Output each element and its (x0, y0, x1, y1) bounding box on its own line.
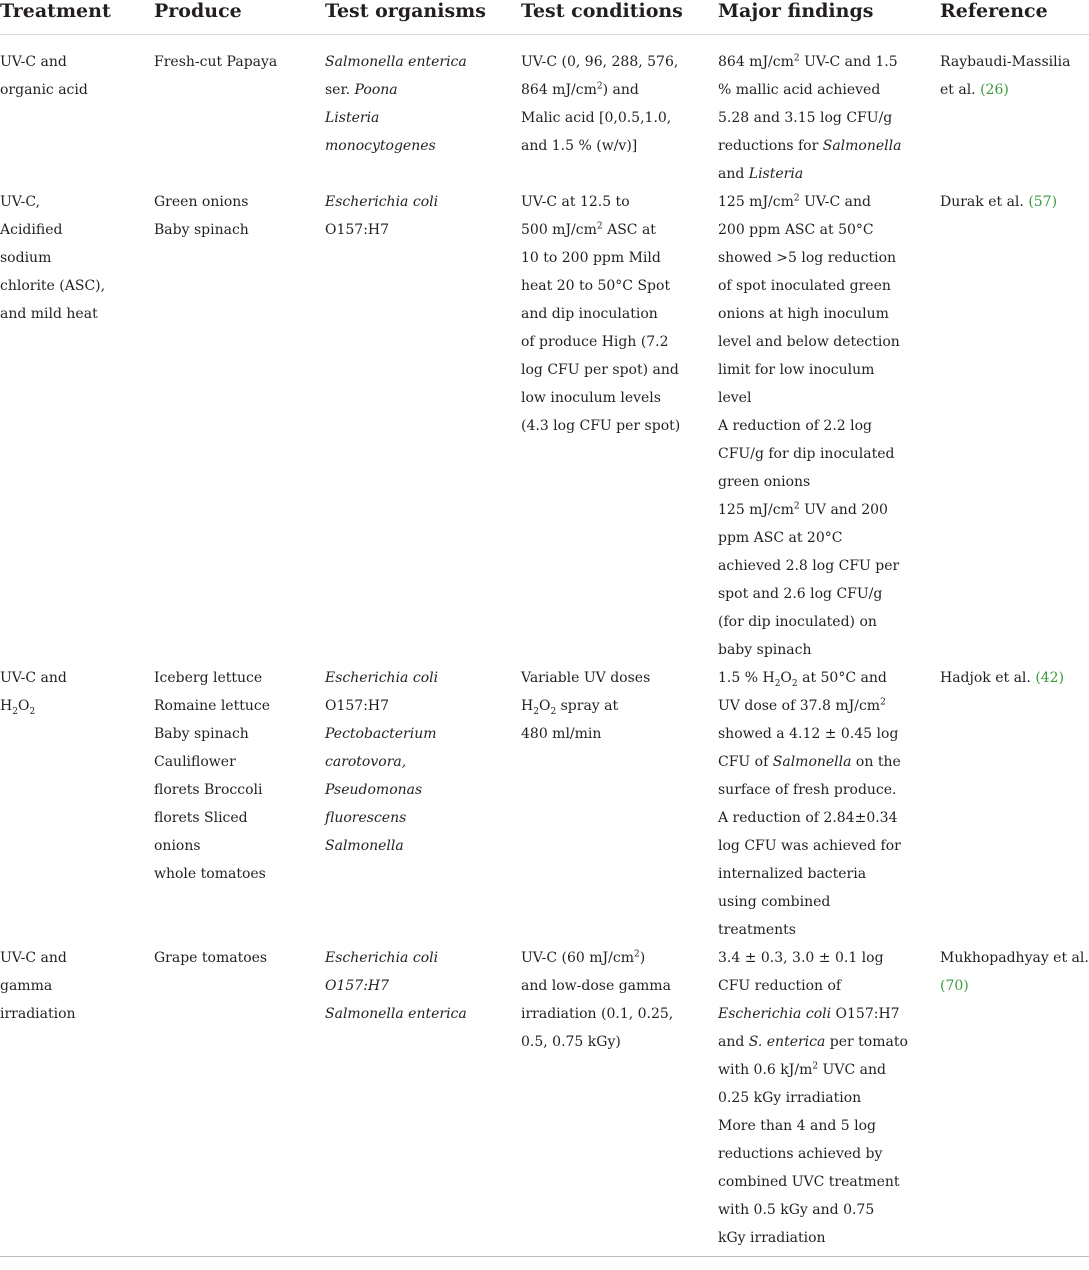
cell-produce: Grape tomatoes (154, 950, 268, 966)
cell-organisms: Escherichia coli O157:H7 Salmonella enterica (325, 950, 467, 1022)
cell-treatment: UV-C and gamma irradiation (0, 950, 76, 1022)
cell-conditions: Variable UV doses $H_2O_2$ spray at 480 ml/min (521, 670, 651, 742)
table-row (0, 944, 1089, 1257)
cell-treatment: UV-C, Acidified sodium chlorite (ASC), and mild heat (0, 194, 106, 322)
header-treatment: Treatment (0, 0, 111, 22)
cell-treatment: UV-C and organic acid (0, 54, 88, 98)
header-produce: Produce (154, 0, 242, 22)
header-major-findings: Major findings (718, 0, 874, 22)
reference-link[interactable]: (57) (1028, 194, 1058, 210)
table-row (0, 35, 1089, 189)
cell-reference: Durak et al. (57) (940, 194, 1058, 210)
reference-link[interactable]: (70) (940, 978, 969, 994)
reference-link[interactable]: (42) (1035, 670, 1065, 686)
cell-produce: Green onions Baby spinach (154, 194, 249, 238)
cell-conditions: UV-C (60 $mJ/cm^2$) and low-dose gamma irradiation (0.1, 0.25, 0.5, 0.75 kGy) (521, 949, 674, 1050)
cell-produce: Fresh-cut Papaya (154, 54, 278, 70)
cell-organisms: Escherichia coli O157:H7 Pectobacterium carotovora, Pseudomonas fluorescens Salmonella (325, 670, 439, 854)
cell-findings: 125 $mJ/cm^2$ UV-C and 200 ppm ASC at 50°C showed >5 log reduction of spot inoculated green onions at high inoculum level and below detection limit for low inoculum level A reduction of 2.2 log CFU/g for dip inoculated green onions 125 $mJ/cm^2$ UV and 200 ppm ASC at 20°C achieved 2.8 log CFU per spot and 2.6 log CFU/g (for dip inoculated) on baby spinach (718, 193, 900, 658)
cell-produce: Iceberg lettuce Romaine lettuce Baby spinach Cauliflower florets Broccoli florets Sliced onions whole tomatoes (154, 670, 270, 882)
cell-organisms: Salmonella enterica ser. Poona Listeria monocytogenes (325, 35, 521, 189)
header-row (0, 0, 1089, 35)
table-row (0, 188, 1089, 664)
cell-treatment: UV-C and $H_2O_2$ (0, 670, 67, 717)
cell-reference: Raybaudi-Massilia et al. (26) (940, 54, 1071, 98)
cell-conditions: UV-C at 12.5 to 500 $mJ/cm^2$ ASC at 10 to 200 ppm Mild heat 20 to 50°C Spot and dip inoculation of produce High (7.2 log CFU per spot) and low inoculum levels (4.3 log CFU per spot) (521, 194, 681, 434)
cell-findings: 864 $mJ/cm^2$ UV-C and 1.5 % mallic acid achieved 5.28 and 3.15 log CFU/g reductions for Salmonella and Listeria (718, 53, 902, 182)
cell-conditions: UV-C (0, 96, 288, 576, 864 $mJ/cm^2$) and Malic acid [0,0.5,1.0, and 1.5 % (w/v)] (521, 54, 679, 154)
header-test-organisms: Test organisms (325, 0, 486, 22)
cell-reference: Mukhopadhyay et al. (70) (940, 950, 1089, 994)
organism-line-serovar: ser. Poona (325, 82, 398, 98)
reference-link[interactable]: (26) (980, 82, 1009, 98)
cell-organisms: Escherichia coli O157:H7 (325, 194, 439, 238)
cell-reference: Hadjok et al. (42) (940, 670, 1065, 686)
table-row (0, 664, 1089, 944)
header-reference: Reference (940, 0, 1048, 22)
cell-findings: 3.4 ± 0.3, 3.0 ± 0.1 log CFU reduction of Escherichia coli O157:H7 and S. enterica per tomato with 0.6 $kJ/m^2$ UVC and 0.25 kGy irradiation More than 4 and 5 log reductions achieved by combined UVC treatment with 0.5 kGy and 0.75 kGy irradiation (718, 950, 908, 1246)
cell-findings: 1.5 % $H_2O_2$ at 50°C and UV dose of 37.8 $mJ/cm^2$ showed a 4.12 ± 0.45 log CFU of Salmonella on the surface of fresh produce. A reduction of 2.84±0.34 log CFU was achieved for internalized bacteria using combined treatments (718, 670, 901, 938)
header-test-conditions: Test conditions (521, 0, 683, 22)
